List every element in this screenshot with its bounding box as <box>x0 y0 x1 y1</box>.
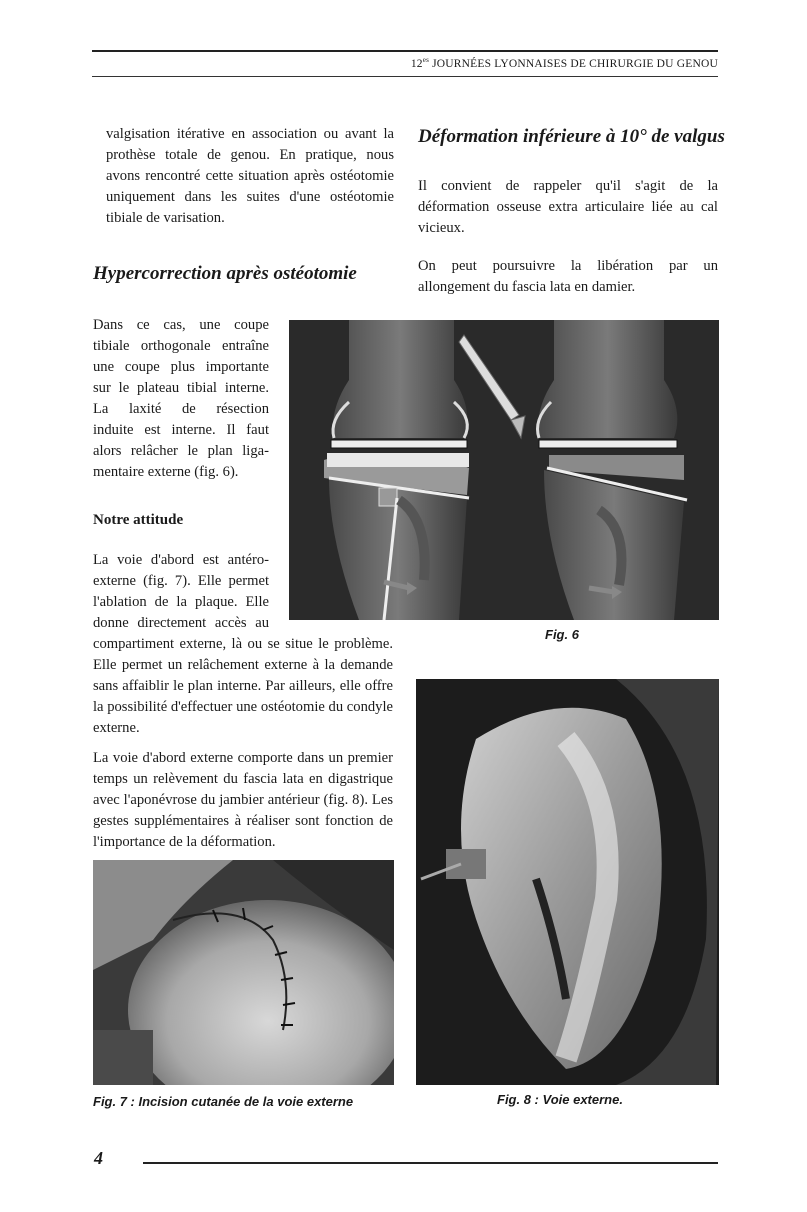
right-paragraph-1: Il convient de rappeler qu'il s'agit de la déformation osseuse extra articulaire liée au cal vicieux. <box>418 178 718 236</box>
figure-6-caption: Fig. 6 <box>545 627 579 642</box>
heading-notre-attitude: Notre attitude <box>93 512 184 528</box>
figure-8-surgical-photo <box>416 679 719 1085</box>
left-paragraph-4: La voie d'abord externe comporte dans un premier temps un relèvement du fascia lata en digastrique avec l'aponévrose du jambier antérieur (fig. 8). Les gestes supplémentaires à réaliser sont fonction de l'importance de la déformation. <box>93 750 393 850</box>
left-paragraph-3: La voie d'abord est antéro- externe (fig. 7). Elle permet l'ablation de la plaque. Elle donne directement accès au compartiment externe, là ou se situe le problème. Elle permet un relâchement externe à la demande sans affaiblir le plan interne. Par ailleurs, elle offre la possibilité d'effectuer une ostéotomie du condyle externe. <box>93 552 393 736</box>
figure-6-knee-diagram <box>289 320 719 620</box>
header-bottom-rule <box>92 76 718 77</box>
right-paragraph-2: On peut poursuivre la libération par un allongement du fascia lata en damier. <box>418 258 718 295</box>
knee-resection-diagram <box>289 320 719 620</box>
figure-7-caption: Fig. 7 : Incision cutanée de la voie externe <box>93 1094 354 1109</box>
surgical-exposure-photo <box>416 679 719 1085</box>
figure-8-caption: Fig. 8 : Voie externe. <box>497 1092 623 1107</box>
left-paragraph-2: Dans ce cas, une coupe tibiale orthogonale entraîne une coupe plus importante sur le plateau tibial interne. La laxité de résection induite est interne. Il faut alors relâcher le plan liga- mentaire externe (fig. 6). <box>93 317 269 480</box>
heading-deformation: Déformation inférieure à 10° de valgus <box>418 126 725 147</box>
footer-rule <box>143 1162 718 1164</box>
figure-7-incision-photo <box>93 860 394 1085</box>
heading-hypercorrection: Hypercorrection après ostéotomie <box>93 263 357 284</box>
left-paragraph-1: valgisation itérative en association ou avant la prothèse totale de genou. En pratique, nous avons rencontré cette situation après ostéotomie uniquement dans les suites d'une ostéotomie tibiale de varisation. <box>106 126 394 226</box>
header-top-rule <box>92 50 718 52</box>
running-header: $12^{es}$ JOURNÉES LYONNAISES DE CHIRURGIE DU GENOU <box>410 56 718 70</box>
page-number: 4 <box>94 1148 103 1168</box>
incision-photo <box>93 860 394 1085</box>
